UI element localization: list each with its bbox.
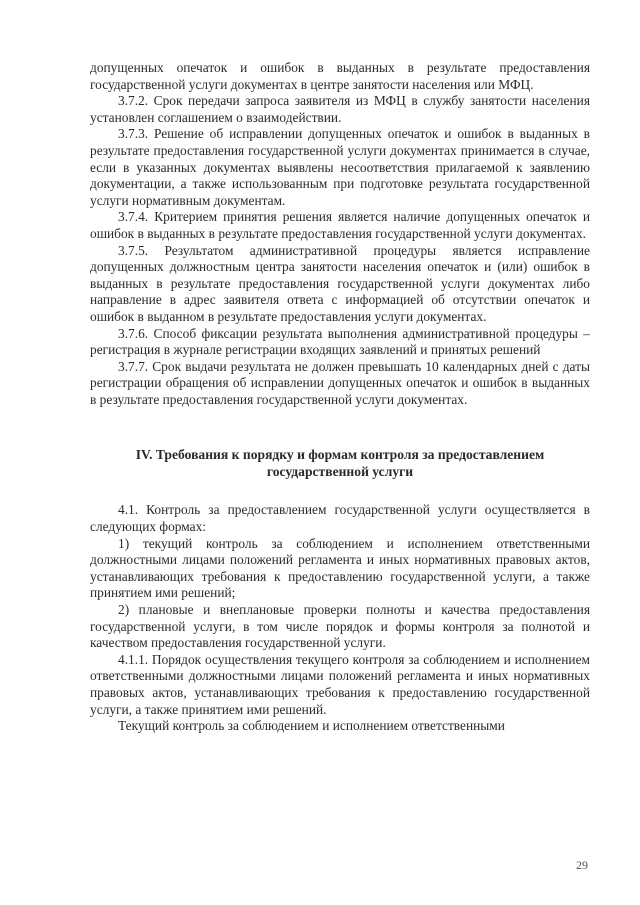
section-heading-line: государственной услуги [266, 464, 414, 480]
paragraph: 2) плановые и внеплановые проверки полноты и качества предоставления государственной услуги, в том числе порядок и формы контроля за полнотой и качеством предоставления государственной услуги. [90, 602, 590, 651]
paragraph: 3.7.2. Срок передачи запроса заявителя из МФЦ в службу занятости населения установлен соглашением о взаимодействии. [90, 93, 590, 125]
paragraphs-top [90, 60, 590, 408]
paragraph: 4.1.1. Порядок осуществления текущего контроля за соблюдением и исполнением ответственными должностными лицами положений регламента и иных нормативных правовых актов, устанавливающих требования к предоставлению государственной услуги, а также принятием ими решений. [90, 651, 590, 717]
section-heading [90, 446, 590, 480]
paragraph: 1) текущий контроль за соблюдением и исполнением ответственными должностными лицами положений регламента и иных нормативных правовых актов, устанавливающих требования к предоставлению государственной услуги, а также принятием ими решений; [90, 535, 590, 601]
document-body [90, 60, 590, 735]
paragraph: 4.1. Контроль за предоставлением государственной услуги осуществляется в следующих формах: [90, 502, 590, 535]
section-heading-line: IV. Требования к порядку и формам контроля за предоставлением [135, 447, 545, 463]
page-number: 29 [576, 858, 588, 872]
paragraph: допущенных опечаток и ошибок в выданных в результате предоставления государственной услуги документах в центре занятости населения или МФЦ. [90, 60, 590, 92]
paragraph: 3.7.4. Критерием принятия решения является наличие допущенных опечаток и ошибок в выданных в результате предоставления государственной услуги документах. [90, 209, 590, 241]
paragraph: Текущий контроль за соблюдением и исполнением ответственными [118, 718, 505, 734]
paragraph: 3.7.7. Срок выдачи результата не должен превышать 10 календарных дней с даты регистрации обращения об исправлении допущенных опечаток и ошибок в выданных в результате предоставления государственной услуги документах. [90, 358, 590, 407]
paragraph: 3.7.6. Способ фиксации результата выполнения административной процедуры – регистрация в журнале регистрации входящих заявлений и принятых решений [90, 325, 590, 358]
paragraph: 3.7.3. Решение об исправлении допущенных опечаток и ошибок в выданных в результате предоставления государственной услуги документах принимается в случае, если в указанных документах выявлены несоответствия прилагаемой к заявлению документации, а также использованным при подготовке результата государственной услуги нормативным документам. [90, 126, 590, 208]
paragraph: 3.7.5. Результатом административной процедуры является исправление допущенных должностным центра занятости населения опечаток и (или) ошибок в выданных в результате предоставления государственной услуги документах либо направление в адрес заявителя ответа с информацией об отсутствии опечаток и ошибок в выданном в результате предоставления услуги документах. [90, 242, 590, 324]
paragraphs-bottom [90, 502, 590, 734]
